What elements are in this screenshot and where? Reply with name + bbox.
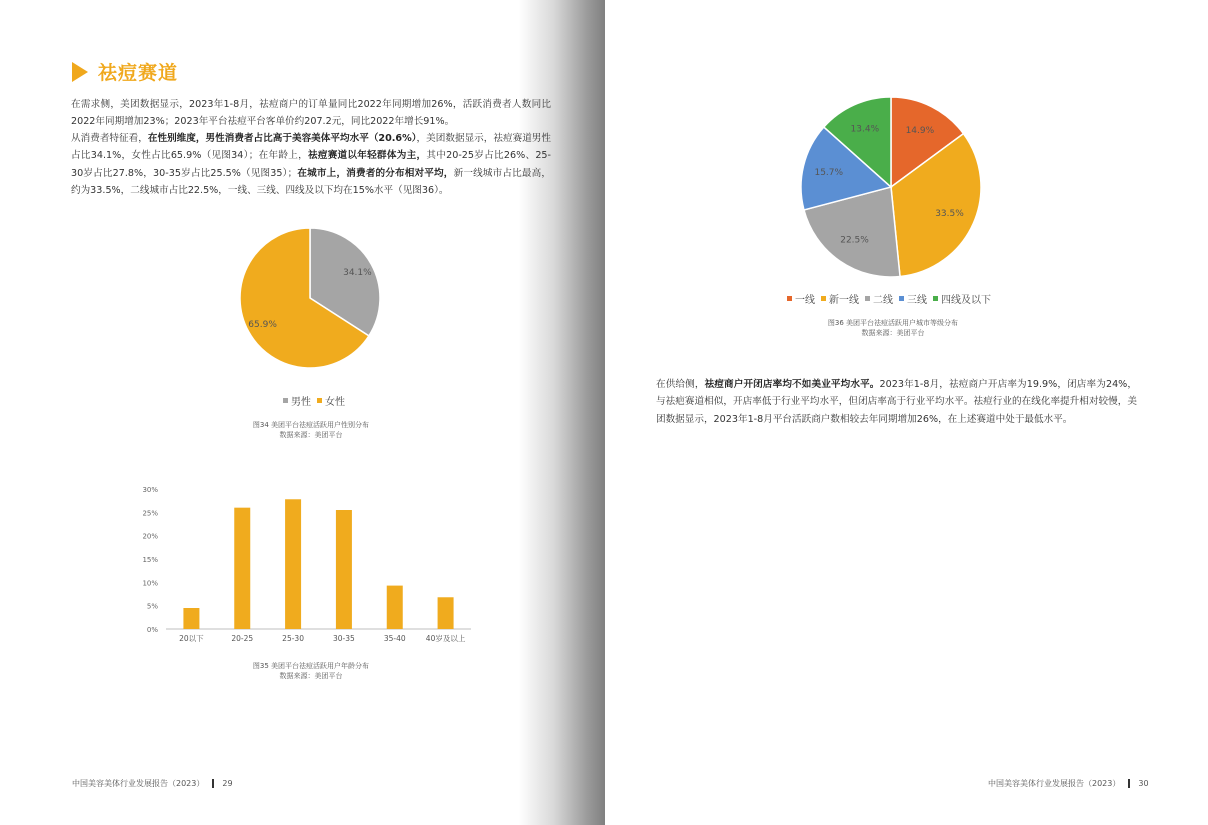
legend-label-tier3: 三线 bbox=[907, 295, 927, 306]
age-bar-2 bbox=[285, 499, 301, 629]
age-bar-4 bbox=[387, 586, 403, 629]
age-bar-y-tick-0: 0% bbox=[146, 626, 158, 634]
city-pie-data-label-3: 15.7% bbox=[814, 168, 844, 179]
age-bar-1 bbox=[234, 508, 250, 629]
fig35-caption-block bbox=[211, 661, 411, 681]
paragraph-consumer-t3: 其中20-25岁占比26%、25-30岁占比27.8%，30-35岁占比25.5%（见图35）； bbox=[71, 150, 552, 179]
legend-label-new-tier1: 新一线 bbox=[829, 295, 859, 306]
legend-label-tier4: 四线及以下 bbox=[941, 295, 991, 306]
legend-item-male bbox=[283, 393, 311, 408]
age-bar-y-tick-5: 25% bbox=[142, 509, 158, 518]
footer-left bbox=[72, 778, 233, 789]
footer-right-page: 30 bbox=[1138, 779, 1149, 788]
triangle-bullet-icon bbox=[72, 62, 88, 82]
legend-item-tier3 bbox=[899, 291, 927, 306]
gender-pie-data-label-1: 65.9% bbox=[248, 319, 277, 330]
fig34-caption: 图34 美团平台祛痘活跃用户性别分布 bbox=[252, 421, 370, 429]
age-bar-x-tick-0: 20以下 bbox=[179, 634, 204, 643]
fig35-source: 数据来源：美团平台 bbox=[279, 672, 343, 680]
age-bar-x-tick-4: 35-40 bbox=[383, 634, 406, 643]
fig34-caption-block bbox=[211, 420, 411, 440]
city-pie-data-label-0: 14.9% bbox=[905, 125, 935, 136]
legend-item-female bbox=[317, 393, 345, 408]
fig36-caption-block bbox=[793, 318, 993, 338]
footer-right-title: 中国美容美体行业发展报告（2023） bbox=[988, 779, 1121, 788]
legend-item-tier4 bbox=[933, 291, 991, 306]
paragraph-demand bbox=[71, 96, 551, 131]
legend-item-tier2 bbox=[865, 291, 893, 306]
paragraph-consumer-b2: 祛痘赛道以年轻群体为主， bbox=[307, 150, 427, 162]
legend-item-tier1 bbox=[787, 291, 815, 306]
fig34-source: 数据来源：美团平台 bbox=[279, 431, 343, 439]
paragraph-supply-t2: 2023年1-8月，祛痘商户开店率为19.9%，闭店率为24%，与祛疤赛道相似，开店率低于行业平均水平，但闭店率高于行业平均水平。祛痘行业的在线化率提升相对较慢，美团数据显示，2023年1-8月平台活跃商户数相较去年同期增加26%，在上述赛道中处于最低水平。 bbox=[656, 379, 1138, 425]
city-pie-data-label-1: 33.5% bbox=[935, 208, 964, 219]
age-bar-0 bbox=[183, 608, 199, 629]
section-title: 祛痘赛道 bbox=[98, 62, 179, 84]
legend-item-new-tier1 bbox=[821, 291, 859, 306]
legend-label-female: 女性 bbox=[325, 397, 345, 408]
age-bar-y-tick-6: 30% bbox=[142, 486, 158, 494]
gender-pie-chart bbox=[230, 220, 390, 380]
legend-label-male: 男性 bbox=[291, 397, 311, 408]
age-bar-x-tick-1: 20-25 bbox=[231, 634, 254, 643]
city-legend bbox=[787, 291, 997, 306]
legend-swatch-male bbox=[283, 398, 288, 403]
age-bar-y-tick-1: 5% bbox=[146, 602, 158, 611]
fig35-caption: 图35 美团平台祛痘活跃用户年龄分布 bbox=[252, 662, 370, 670]
legend-swatch-tier4 bbox=[933, 296, 938, 301]
footer-right-divider bbox=[1128, 779, 1130, 788]
paragraph-consumer-t2: ，美团数据显示，祛痘赛道男性占比34.1%，女性占比65.9%（见图34）；在年龄上， bbox=[71, 133, 552, 162]
age-bar-y-tick-2: 10% bbox=[142, 579, 158, 588]
age-bar-5 bbox=[438, 597, 454, 629]
age-bar-y-tick-4: 20% bbox=[142, 532, 158, 541]
city-pie-data-label-4: 13.4% bbox=[850, 124, 880, 135]
legend-label-tier2: 二线 bbox=[873, 295, 893, 306]
age-bar-chart bbox=[140, 480, 480, 650]
paragraph-supply-t1: 在供给侧， bbox=[656, 379, 705, 390]
paragraph-consumer bbox=[71, 130, 551, 199]
city-pie-chart bbox=[795, 92, 987, 284]
paragraph-supply bbox=[656, 376, 1137, 428]
footer-left-title: 中国美容美体行业发展报告（2023） bbox=[72, 779, 205, 788]
age-bar-3 bbox=[336, 510, 352, 629]
legend-swatch-new-tier1 bbox=[821, 296, 826, 301]
paragraph-consumer-t4: 新一线城市占比最高，约为33.5%，二线城市占比22.5%，一线、三线、四线及以下均在15%水平（见图36）。 bbox=[71, 167, 551, 196]
paragraph-consumer-t1: 从消费者特征看， bbox=[71, 133, 148, 144]
age-bar-y-tick-3: 15% bbox=[142, 556, 158, 564]
footer-left-page: 29 bbox=[222, 779, 233, 788]
section-heading bbox=[72, 58, 178, 85]
legend-swatch-female bbox=[317, 398, 322, 403]
fig36-caption: 图36 美团平台祛痘活跃用户城市等级分布 bbox=[827, 319, 959, 327]
legend-swatch-tier2 bbox=[865, 296, 870, 301]
footer-left-divider bbox=[212, 779, 214, 788]
footer-right bbox=[988, 778, 1149, 789]
city-pie-data-label-2: 22.5% bbox=[840, 235, 869, 246]
paragraph-demand-text: 在需求侧，美团数据显示，2023年1-8月，祛痘商户的订单量同比2022年同期增加26%，活跃消费者人数同比2022年同期增加23%；2023年平台祛痘平台客单价约207.2元，同比2022年增长91%。 bbox=[71, 99, 551, 128]
paragraph-consumer-b1: 在性别维度，男性消费者占比高于美容美体平均水平（20.6%） bbox=[147, 133, 417, 144]
gender-pie-data-label-0: 34.1% bbox=[343, 268, 372, 279]
age-bar-x-tick-3: 30-35 bbox=[333, 634, 355, 643]
paragraph-consumer-b3: 在城市上，消费者的分布相对平均， bbox=[297, 167, 454, 179]
legend-label-tier1: 一线 bbox=[795, 295, 815, 306]
age-bar-x-tick-2: 25-30 bbox=[282, 634, 304, 643]
paragraph-supply-b1: 祛痘商户开闭店率均不如美业平均水平。 bbox=[704, 379, 880, 390]
legend-swatch-tier3 bbox=[899, 296, 904, 301]
fig36-source: 数据来源：美团平台 bbox=[861, 329, 925, 337]
legend-swatch-tier1 bbox=[787, 296, 792, 301]
age-bar-x-tick-5: 40岁及以上 bbox=[425, 634, 466, 643]
gender-legend bbox=[283, 393, 351, 408]
